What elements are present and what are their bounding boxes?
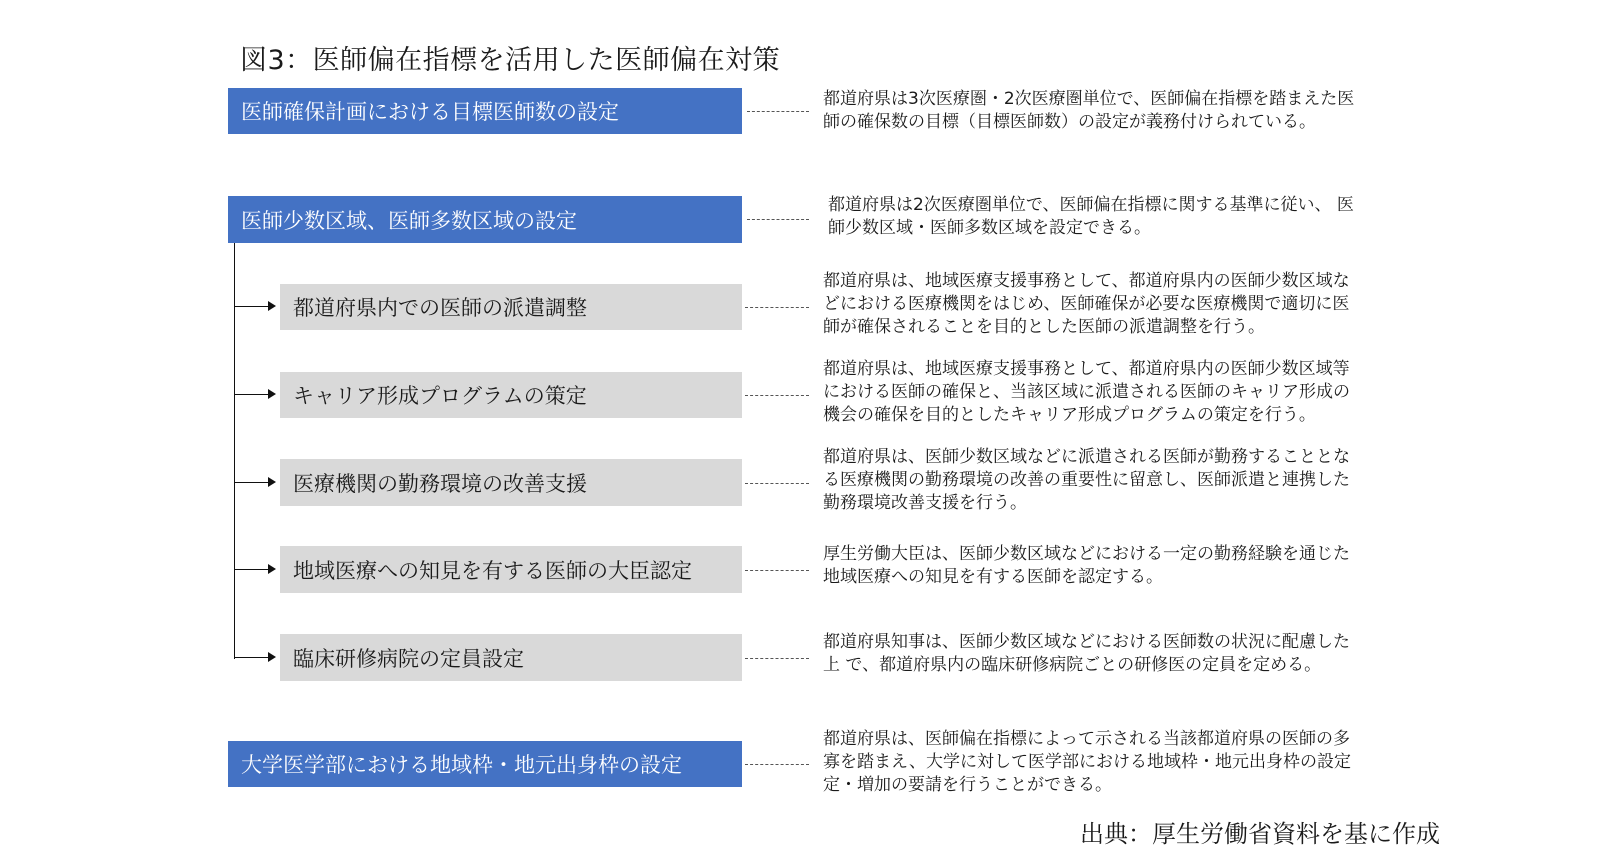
box-label: キャリア形成プログラムの策定	[293, 384, 587, 408]
box-label: 臨床研修病院の定員設定	[293, 646, 524, 671]
box-label: 大学医学部における地域枠・地元出身枠の設定	[241, 753, 682, 777]
dashed-connector	[745, 483, 809, 484]
dashed-connector	[747, 219, 809, 220]
box-dispatch-coordination	[280, 284, 742, 330]
dashed-connector	[745, 307, 809, 308]
branch-arrow-icon	[234, 569, 274, 570]
dashed-connector	[745, 764, 809, 765]
box-career-program	[280, 372, 742, 418]
description: 都道府県は、地域医療支援事務として、都道府県内の医師少数区域な どにおける医療機関をはじめ、医師確保が必要な医療機関で適切に医 師が確保されることを目的とした医師の派遣調整を行う。	[823, 271, 1350, 337]
figure-title: 図3：医師偏在指標を活用した医師偏在対策	[240, 45, 781, 76]
branch-arrow-icon	[234, 306, 274, 307]
description: 都道府県は2次医療圏単位で、医師偏在指標に関する基準に従い、 医 師少数区域・医師多数区域を設定できる。	[828, 195, 1354, 238]
description: 都道府県は、地域医療支援事務として、都道府県内の医師少数区域等 における医師の確保と、当該区域に派遣される医師のキャリア形成の 機会の確保を目的としたキャリア形成プログラムの策定を行う。	[823, 359, 1350, 425]
branch-arrow-icon	[234, 394, 274, 395]
dashed-connector	[747, 111, 809, 112]
box-minister-certification	[280, 546, 742, 593]
box-label: 地域医療への知見を有する医師の大臣認定	[293, 558, 692, 583]
description: 都道府県は3次医療圏・2次医療圏単位で、医師偏在指標を踏まえた医 師の確保数の目標（目標医師数）の設定が義務付けられている。	[823, 89, 1355, 132]
description: 都道府県は、医師偏在指標によって示される当該都道府県の医師の多 寡を踏まえ、大学に対して医学部における地域枠・地元出身枠の設定 定・増加の要請を行うことができる。	[823, 729, 1352, 795]
description: 厚生労働大臣は、医師少数区域などにおける一定の勤務経験を通じた 地域医療への知見を有する医師を認定する。	[823, 544, 1350, 587]
box-residency-quota	[280, 634, 742, 681]
branch-arrow-icon	[234, 657, 274, 658]
box-label: 医療機関の勤務環境の改善支援	[293, 471, 587, 496]
branch-arrow-icon	[234, 482, 274, 483]
box-area-designation	[228, 196, 742, 243]
source-note: 出典：厚生労働省資料を基に作成	[1080, 820, 1440, 848]
description: 都道府県知事は、医師少数区域などにおける医師数の状況に配慮した 上 で、都道府県内の臨床研修病院ごとの研修医の定員を定める。	[823, 632, 1350, 675]
box-regional-quota	[228, 741, 742, 787]
box-work-environment	[280, 459, 742, 506]
box-label: 都道府県内での医師の派遣調整	[293, 296, 587, 320]
box-target-doctor-count	[228, 88, 742, 134]
dashed-connector	[745, 658, 809, 659]
box-label: 医師確保計画における目標医師数の設定	[241, 100, 619, 124]
box-label: 医師少数区域、医師多数区域の設定	[241, 208, 577, 233]
description: 都道府県は、医師少数区域などに派遣される医師が勤務することとな る医療機関の勤務環境の改善の重要性に留意し、医師派遣と連携した 勤務環境改善支援を行う。	[823, 447, 1350, 513]
dashed-connector	[745, 570, 809, 571]
dashed-connector	[745, 395, 809, 396]
